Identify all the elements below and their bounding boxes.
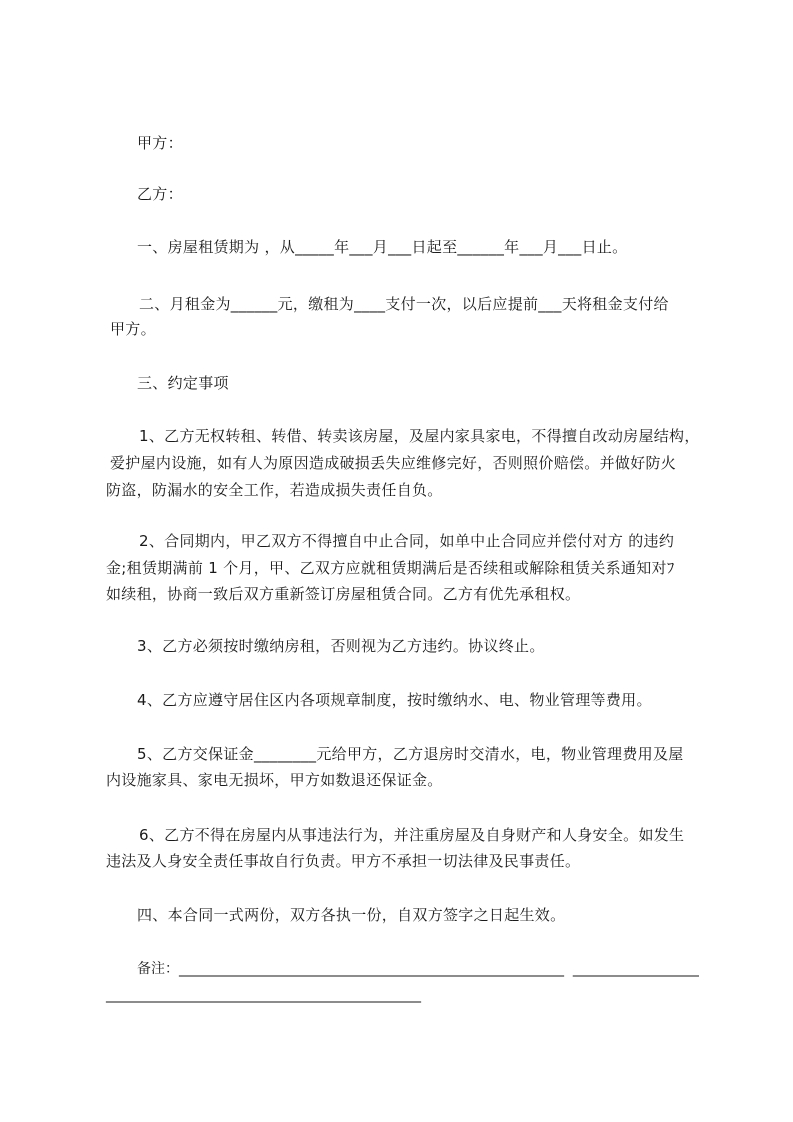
item-6-line-1: 6、乙方不得在房屋内从事违法行为，并注重房屋及自身财产和人身安全。如发生 [139, 826, 685, 844]
clause-3-heading: 三、约定事项 [137, 374, 229, 392]
item-2-line-1: 2、合同期内，甲乙双方不得擅自中止合同，如单中止合同应并偿付对方 的违约 [139, 532, 675, 550]
item-6-line-2: 违法及人身安全责任事故自行负责。甲方不承担一切法律及民事责任。 [106, 852, 581, 870]
remarks-line-1: 备注：_______________________________________________________ __________________ [137, 961, 699, 977]
item-1-line-2: 爱护屋内设施，如有人为原因造成破损丢失应维修完好，否则照价赔偿。并做好防火 [110, 454, 677, 472]
item-2-line-3: 如续租，协商一致后双方重新签订房屋租赁合同。乙方有优先承租权。 [106, 585, 581, 603]
item-3: 3、乙方必须按时缴纳房租，否则视为乙方违约。协议终止。 [137, 637, 545, 655]
item-2-line-2: 金;租赁期满前 1 个月，甲、乙双方应就租赁期满后是否续租或解除租赁关系通知对ﾌ [106, 559, 675, 577]
item-5-line-1: 5、乙方交保证金________元给甲方，乙方退房时交清水，电，物业管理费用及屋 [137, 745, 684, 763]
party-b-label: 乙方： [137, 185, 183, 203]
clause-1-lease-term: 一、房屋租赁期为 ，从_____年___月___日起至______年___月___日止。 [137, 238, 628, 256]
clause-2-rent-line-2: 甲方。 [110, 320, 156, 338]
party-a-label: 甲方： [137, 134, 183, 152]
remarks-line-2: _____________________________________________ [106, 987, 421, 1003]
item-1-line-3: 防盗，防漏水的安全工作，若造成损失责任自负。 [106, 481, 443, 499]
item-5-line-2: 内设施家具、家电无损坏，甲方如数退还保证金。 [106, 771, 443, 789]
item-1-line-1: 1、乙方无权转租、转借、转卖该房屋，及屋内家具家电，不得擅自改动房屋结构， [139, 427, 700, 445]
clause-2-rent-line-1: 二、月租金为______元，缴租为____支付一次，以后应提前___天将租金支付给 [139, 295, 669, 313]
clause-4-effect: 四、本合同一式两份，双方各执一份，自双方签字之日起生效。 [137, 906, 566, 924]
item-4: 4、乙方应遵守居住区内各项规章制度，按时缴纳水、电、物业管理等费用。 [137, 691, 652, 709]
